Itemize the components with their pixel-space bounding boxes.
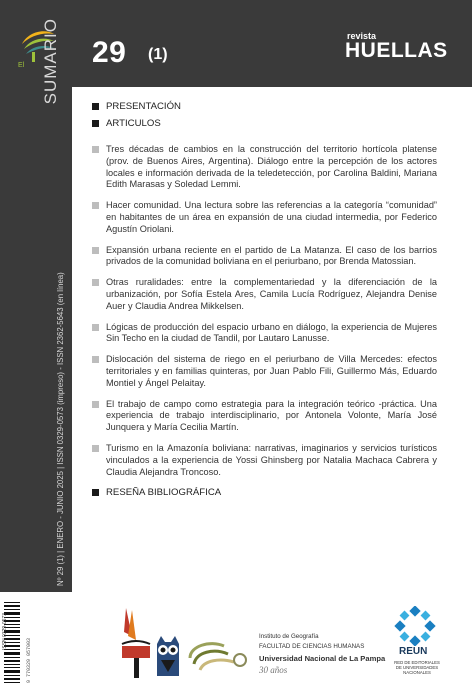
section-presentacion[interactable]: [92, 101, 437, 112]
bullet-square-icon: [92, 489, 99, 496]
barcode-number: 9 770329 057003: [26, 637, 32, 683]
section-articulos[interactable]: [92, 118, 437, 129]
articles-list: [92, 144, 437, 478]
issue-number: 29: [92, 36, 127, 69]
article-title: El trabajo de campo como estrategia para la integración teórico -práctica. Una experiencia de trabajo interdisciplinario, por Antonela Volonte, María José Junquera y María Cecilia Martín.: [106, 398, 437, 433]
bullet-square-icon: [92, 146, 99, 153]
institute-name: Instituto de Geografía: [259, 633, 319, 640]
article-title: Otras ruralidades: entre la complementariedad y la diferenciación de la urbanización, por Sofía Estela Ares, Camila Lucía Rodríguez, Alejandra Denise Auer y Claudia Andrea Mikkelsen.: [106, 277, 437, 311]
list-item[interactable]: [92, 245, 437, 269]
university-name: Universidad Nacional de La Pampa: [259, 654, 386, 663]
bullet-square-icon: [92, 445, 99, 452]
issn-vertical-text: Nº 29 (1) | ENERO - JUNIO 2025 | ISSN 0329-0573 (impreso) - ISSN 2362-5643 (en línea): [56, 272, 65, 586]
article-title: Tres décadas de cambios en la construcción del territorio hortícola platense (prov. de Buenos Aires, Argentina). Diálogo entre la percepción de los actores locales e información derivada de la teledetección, por Carolina Baldini, Mariana Edith Marasas y Soledad Lemmi.: [106, 144, 437, 190]
bullet-square-icon: [92, 247, 99, 254]
journal-title: HUELLAS: [345, 39, 448, 62]
section-label: RESEÑA BIBLIOGRÁFICA: [106, 487, 222, 499]
faculty-name: FACULTAD DE CIENCIAS HUMANAS: [259, 643, 365, 650]
table-of-contents: [92, 101, 437, 504]
list-item[interactable]: [92, 354, 437, 389]
revista-label: revista: [347, 31, 377, 41]
owl-logo-icon: [153, 632, 183, 680]
list-item[interactable]: [92, 144, 437, 191]
bullet-square-icon: [92, 324, 99, 331]
list-item[interactable]: [92, 200, 437, 235]
bullet-square-icon: [92, 401, 99, 408]
bullet-square-icon: [92, 120, 99, 127]
geography-institute-logo-icon: [184, 638, 256, 678]
article-title: Lógicas de producción del espacio urbano en diálogo, la experiencia de Mujeres Sin Techo en la ciudad de Tandil, por Lautaro Lanusse.: [106, 321, 437, 344]
article-title: Hacer comunidad. Una lectura sobre las referencias a la categoría “comunidad” en habitantes de un área en expansión de una ciudad intermedia, por Federico Agustín Oriolani.: [106, 200, 437, 234]
list-item[interactable]: [92, 399, 437, 434]
sumario-title: SUMARIO: [41, 18, 60, 105]
anniversary-text: 30 años: [259, 665, 288, 675]
bullet-square-icon: [92, 103, 99, 110]
section-label: PRESENTACIÓN: [106, 101, 181, 112]
bullet-square-icon: [92, 279, 99, 286]
list-item[interactable]: [92, 322, 437, 346]
bullet-square-icon: [92, 202, 99, 209]
list-item[interactable]: [92, 277, 437, 312]
article-title: Expansión urbana reciente en el partido de La Matanza. El caso de los barrios privados de la comunidad boliviana en el periurbano, por Brenda Matossian.: [106, 244, 437, 267]
list-item[interactable]: [92, 443, 437, 478]
reun-logo-icon: [392, 606, 438, 646]
article-title: Turismo en la Amazonía boliviana: narrativas, imaginarios y servicios turísticos vinculados a la experiencia de Yossi Ghinsberg por Natalia Machaca Cabrera y Claudia Alejandra Troncoso.: [106, 442, 437, 477]
article-title: Dislocación del sistema de riego en el periurbano de Villa Mercedes: efectos territoriales y en familias quinteras, por Juan Pablo Fili, Guillermo Más, Eduardo Montiel y Ángel Pelaitay.: [106, 354, 437, 388]
unlpam-flame-logo-icon: [118, 606, 158, 681]
section-label: ARTICULOS: [106, 118, 161, 129]
journal-logo-text: El: [18, 62, 25, 69]
reun-name: REUN: [399, 646, 428, 657]
section-resena[interactable]: [92, 487, 437, 498]
issue-subnumber: (1): [148, 46, 168, 63]
barcode-issn-text: ISSN 0329-0573: [2, 613, 8, 650]
bullet-square-icon: [92, 356, 99, 363]
reun-description: RED DE EDITORIALES DE UNIVERSIDADES NACIONALES: [394, 660, 440, 675]
